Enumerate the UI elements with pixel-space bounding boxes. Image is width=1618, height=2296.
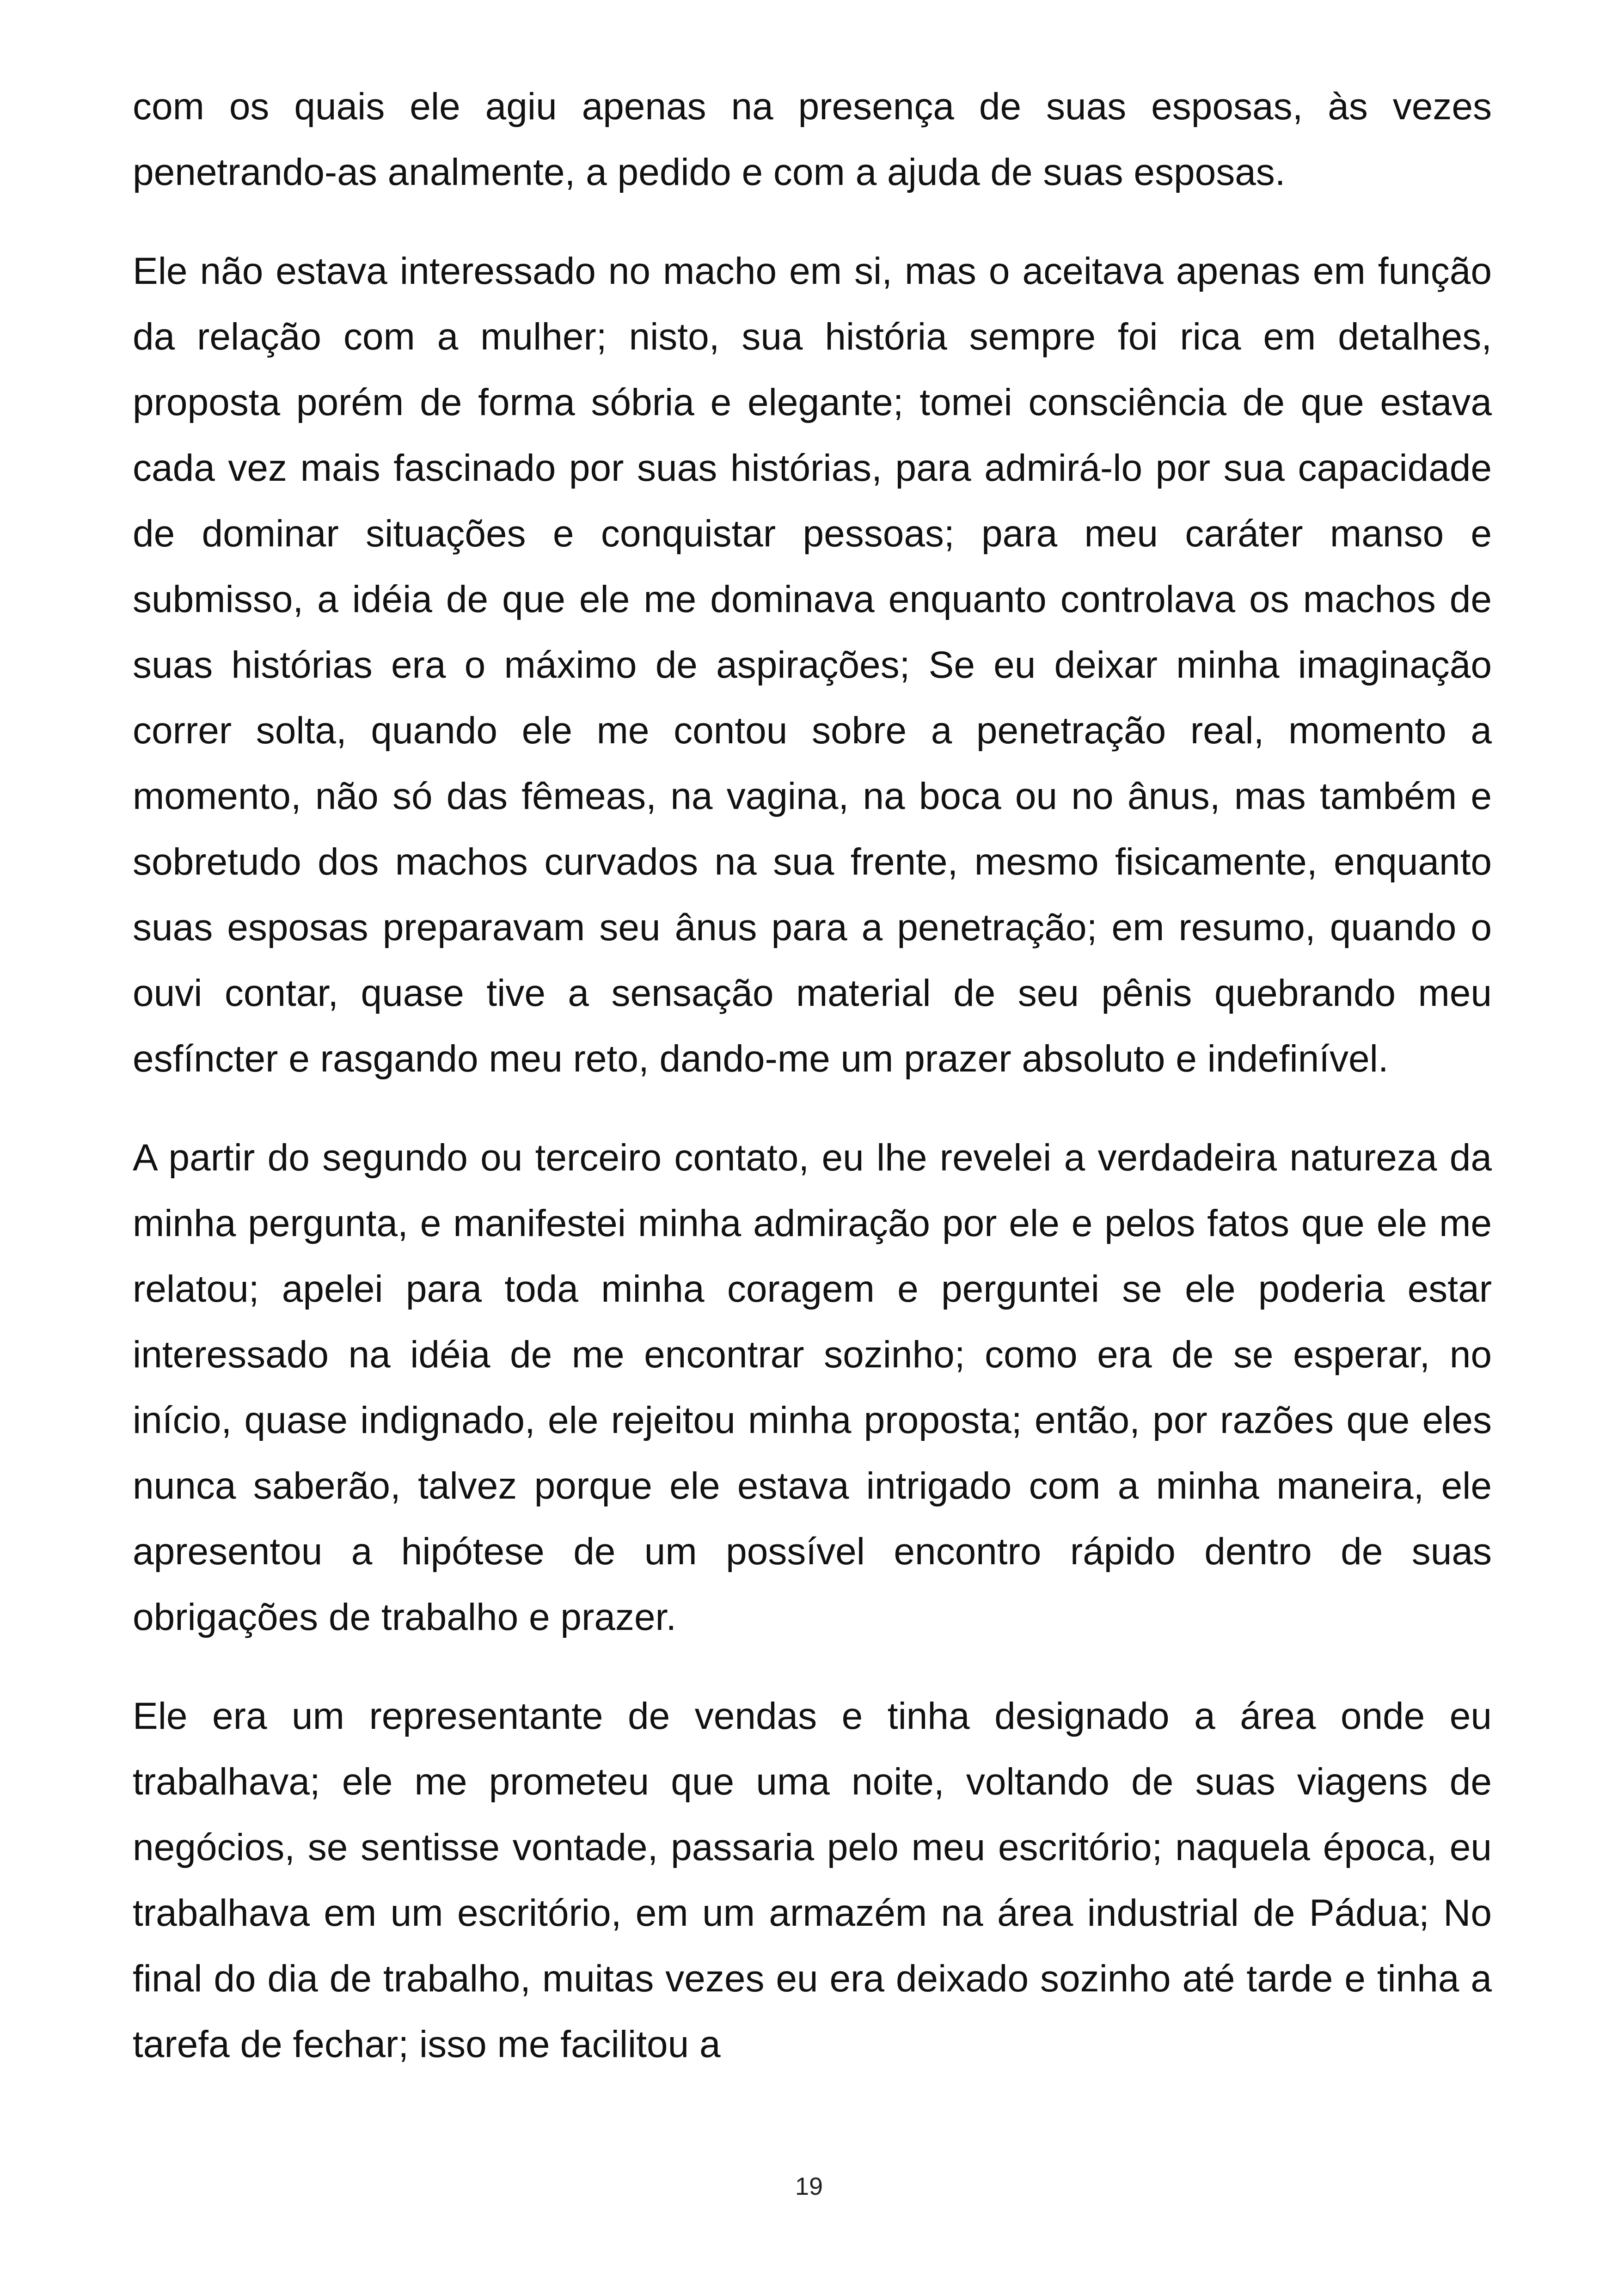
paragraph-2: Ele não estava interessado no macho em si, mas o aceitava apenas em função da relação com a mulher; nisto, sua história sempre foi rica em detalhes, proposta porém de forma sóbria e elegante; tomei consciência de que estava cada vez mais fascinado por suas histórias, para admirá-lo por sua capacidade de dominar situações e conquistar pessoas; para meu caráter manso e submisso, a idéia de que ele me dominava enquanto controlava os machos de suas histórias era o máximo de aspirações; Se eu deixar minha imaginação correr solta, quando ele me contou sobre a penetração real, momento a momento, não só das fêmeas, na vagina, na boca ou no ânus, mas também e sobretudo dos machos curvados na sua frente, mesmo fisicamente, enquanto suas esposas preparavam seu ânus para a penetração; em resumo, quando o ouvi contar, quase tive a sensação material de seu pênis quebrando meu esfíncter e rasgando meu reto, dando-me um prazer absoluto e indefinível.	[133, 250, 1492, 1080]
page-number: 19	[795, 2173, 823, 2200]
document-page	[133, 74, 1492, 2111]
paragraph-4: Ele era um representante de vendas e tinha designado a área onde eu trabalhava; ele me prometeu que uma noite, voltando de suas viagens de negócios, se sentisse vontade, passaria pelo meu escritório; naquela época, eu trabalhava em um escritório, em um armazém na área industrial de Pádua; No final do dia de trabalho, muitas vezes eu era deixado sozinho até tarde e tinha a tarefa de fechar; isso me facilitou a	[133, 1695, 1492, 2065]
paragraph-3: A partir do segundo ou terceiro contato, eu lhe revelei a verdadeira natureza da minha pergunta, e manifestei minha admiração por ele e pelos fatos que ele me relatou; apelei para toda minha coragem e perguntei se ele poderia estar interessado na idéia de me encontrar sozinho; como era de se esperar, no início, quase indignado, ele rejeitou minha proposta; então, por razões que eles nunca saberão, talvez porque ele estava intrigado com a minha maneira, ele apresentou a hipótese de um possível encontro rápido dentro de suas obrigações de trabalho e prazer.	[133, 1137, 1492, 1638]
paragraph-1: com os quais ele agiu apenas na presença de suas esposas, às vezes penetrando-as analmente, a pedido e com a ajuda de suas esposas.	[133, 86, 1492, 193]
